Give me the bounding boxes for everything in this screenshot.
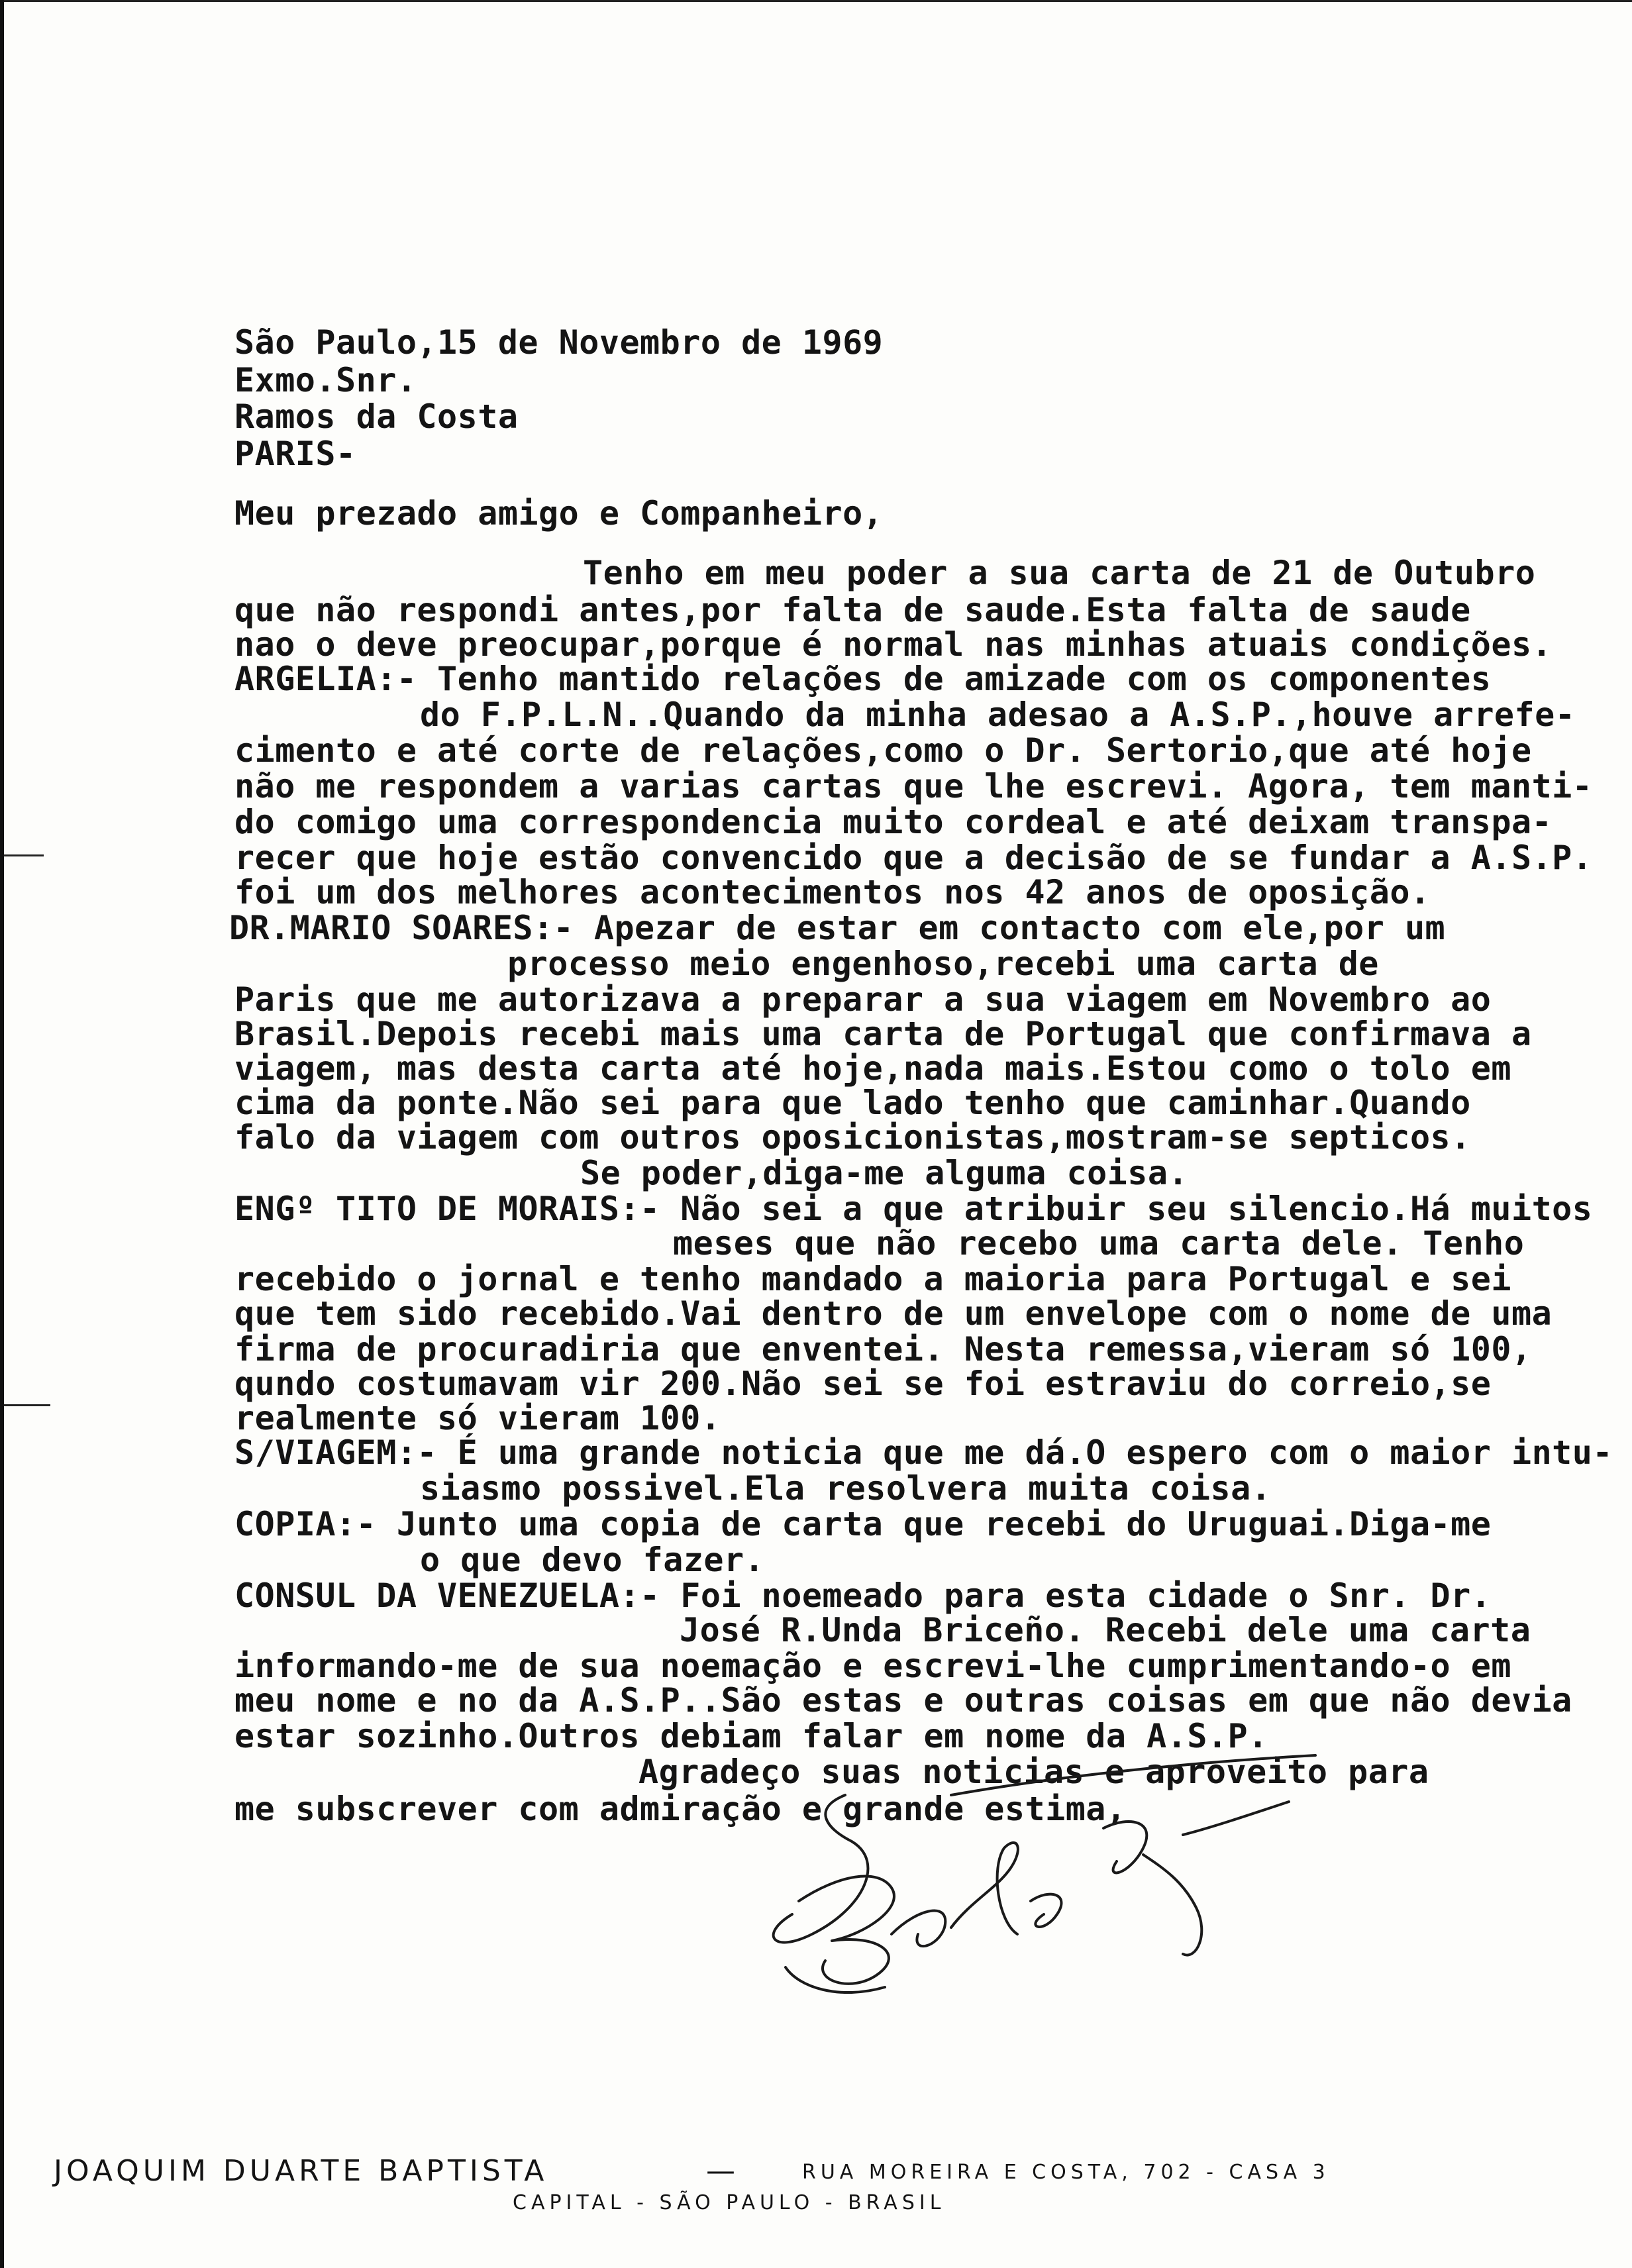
body-line: não me respondem a varias cartas que lhe escrevi. Agora, tem manti- — [234, 767, 1593, 805]
body-line: cimento e até corte de relações,como o Dr. Sertorio,que até hoje — [234, 731, 1532, 770]
section-viagem: S/VIAGEM:- É uma grande noticia que me dá.O espero com o maior intu- — [234, 1433, 1613, 1472]
recipient-name: Ramos da Costa — [234, 397, 519, 436]
body-line: do comigo uma correspondencia muito cordeal e até deixam transpa- — [234, 803, 1553, 841]
footer-address: RUA MOREIRA E COSTA, 702 - CASA 3 — [802, 2161, 1330, 2184]
section-consul-venezuela: CONSUL DA VENEZUELA:- Foi noemeado para esta cidade o Snr. Dr. — [234, 1576, 1492, 1615]
date-line: São Paulo,15 de Novembro de 1969 — [234, 323, 884, 362]
section-tito-de-morais: ENGº TITO DE MORAIS:- Não sei a que atribuir seu silencio.Há muitos — [234, 1190, 1593, 1228]
body-line: estar sozinho.Outros debiam falar em nome da A.S.P. — [234, 1717, 1268, 1755]
body-line: falo da viagem com outros oposicionistas,mostram-se septicos. — [234, 1118, 1471, 1157]
body-line: que tem sido recebido.Vai dentro de um envelope com o nome de uma — [234, 1294, 1553, 1333]
body-line: do F.P.L.N..Quando da minha adesao a A.S.P.,houve arrefe- — [420, 696, 1576, 734]
body-line: nao o deve preocupar,porque é normal nas minhas atuais condições. — [234, 625, 1553, 664]
body-line: qundo costumavam vir 200.Não sei se foi estraviu do correio,se — [234, 1365, 1492, 1403]
body-line: Agradeço suas noticias e aproveito para — [638, 1753, 1429, 1791]
salutation: Meu prezado amigo e Companheiro, — [234, 494, 884, 533]
recipient-title: Exmo.Snr. — [234, 361, 417, 399]
body-line: José R.Unda Briceño. Recebi dele uma carta — [680, 1611, 1531, 1649]
section-mario-soares: DR.MARIO SOARES:- Apezar de estar em contacto com ele,por um — [229, 909, 1446, 947]
section-argelia: ARGELIA:- Tenho mantido relações de amizade com os componentes — [234, 660, 1492, 698]
body-line: Paris que me autorizava a preparar a sua viagem em Novembro ao — [234, 980, 1492, 1019]
body-line: cima da ponte.Não sei para que lado tenho que caminhar.Quando — [234, 1084, 1471, 1122]
body-line: que não respondi antes,por falta de saude.Esta falta de saude — [234, 591, 1471, 629]
recipient-city: PARIS- — [234, 435, 356, 473]
handwritten-signature — [733, 1735, 1329, 2014]
body-line: informando-me de sua noemação e escrevi-lhe cumprimentando-o em — [234, 1647, 1511, 1685]
margin-mark — [4, 1404, 50, 1406]
footer-city-line: CAPITAL - SÃO PAULO - BRASIL — [513, 2191, 946, 2214]
body-line: viagem, mas desta carta até hoje,nada mais.Estou como o tolo em — [234, 1049, 1511, 1088]
closing-line: me subscrever com admiração e grande estima, — [234, 1790, 1127, 1828]
body-line: realmente só vieram 100. — [234, 1399, 721, 1437]
body-line: recebido o jornal e tenho mandado a maioria para Portugal e sei — [234, 1260, 1511, 1298]
margin-mark — [4, 854, 44, 856]
footer-name: JOAQUIM DUARTE BAPTISTA — [54, 2154, 548, 2188]
footer-dash: — — [706, 2154, 739, 2188]
body-line: meu nome e no da A.S.P..São estas e outras coisas em que não devia — [234, 1681, 1572, 1720]
body-line: o que devo fazer. — [420, 1541, 765, 1579]
body-line: Tenho em meu poder a sua carta de 21 de Outubro — [583, 554, 1536, 592]
body-line: firma de procuradiria que enventei. Nesta remessa,vieram só 100, — [234, 1330, 1532, 1368]
body-line: processo meio engenhoso,recebi uma carta de — [507, 945, 1379, 983]
top-edge-rule — [4, 0, 1632, 2]
body-line: foi um dos melhores acontecimentos nos 42 anos de oposição. — [234, 873, 1431, 911]
body-line: meses que não recebo uma carta dele. Tenho — [673, 1224, 1525, 1263]
body-line: Se poder,diga-me alguma coisa. — [580, 1154, 1189, 1192]
body-line: siasmo possivel.Ela resolvera muita coisa. — [420, 1469, 1272, 1508]
body-line: Brasil.Depois recebi mais uma carta de Portugal que confirmava a — [234, 1015, 1532, 1053]
body-line: recer que hoje estão convencido que a decisão de se fundar a A.S.P. — [234, 839, 1593, 877]
section-copia: COPIA:- Junto uma copia de carta que recebi do Uruguai.Diga-me — [234, 1505, 1492, 1543]
